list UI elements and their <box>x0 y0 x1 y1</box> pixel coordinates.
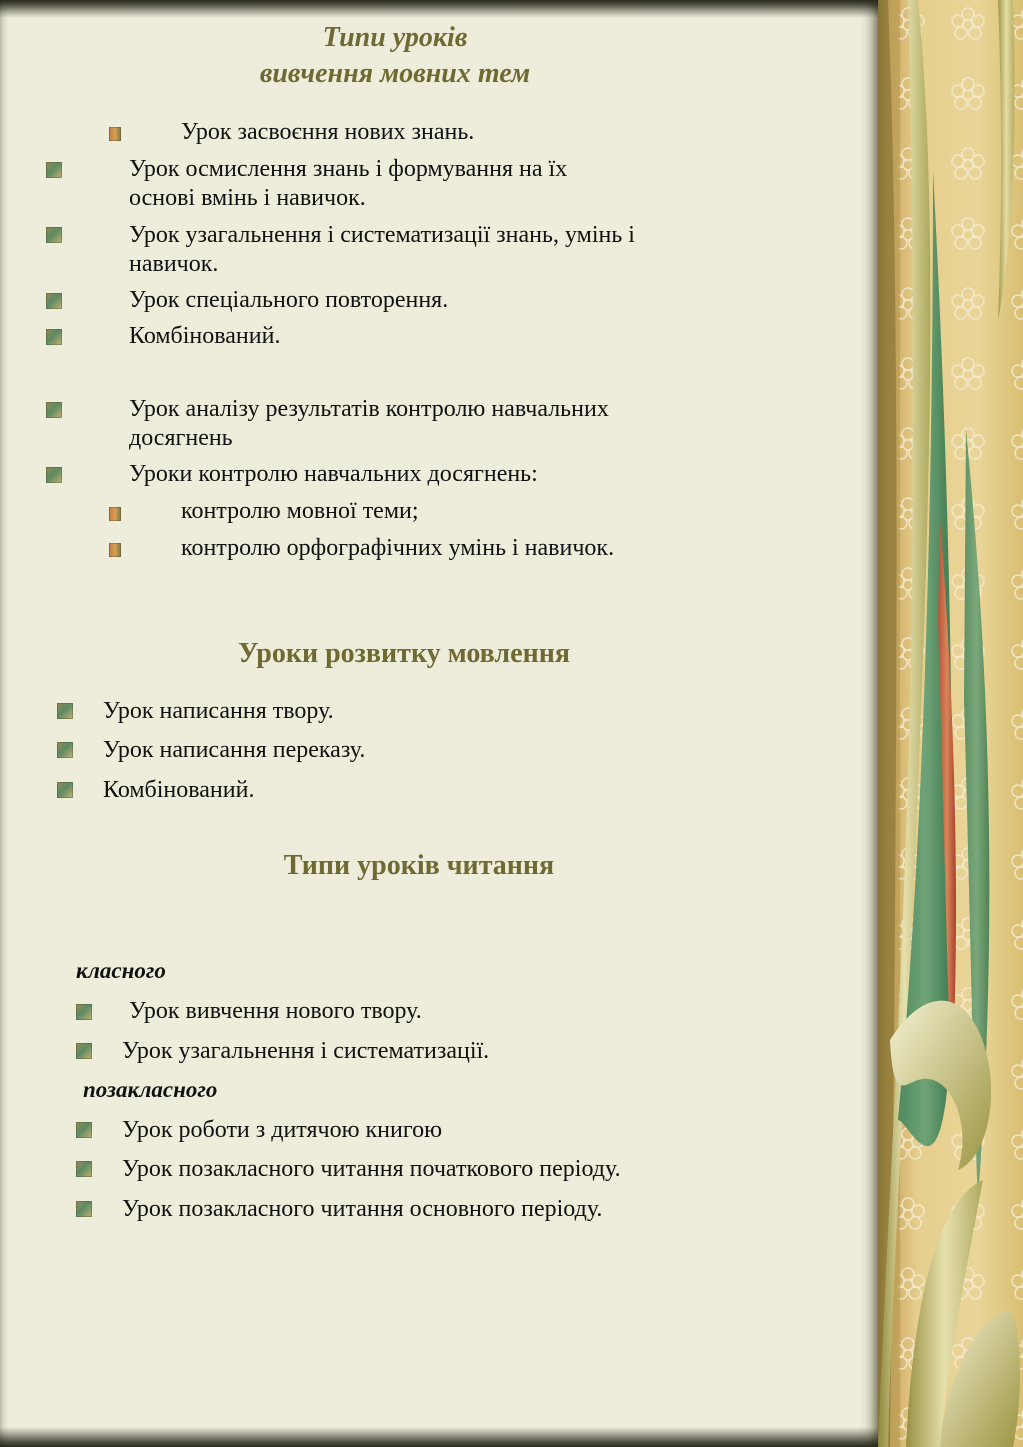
section-heading-reading: Типи уроків читання <box>283 850 555 881</box>
sub-list-item: контролю орфографічних умінь і навичок. <box>181 535 615 561</box>
bullet-icon <box>76 1043 92 1059</box>
sub-list-item: контролю мовної теми; <box>181 498 419 524</box>
list-item: Урок узагальнення і систематизації знань, умінь і <box>129 222 635 248</box>
bullet-icon <box>76 1122 92 1138</box>
bullet-icon <box>76 1161 92 1177</box>
list-item: Комбінований. <box>103 777 255 803</box>
list-item-continuation: основі вмінь і навичок. <box>129 185 366 211</box>
small-bullet-icon <box>109 543 121 557</box>
list-item: Урок вивчення нового твору. <box>129 998 422 1024</box>
bullet-icon <box>57 703 73 719</box>
small-bullet-icon <box>109 127 121 141</box>
section-heading-speech: Уроки розвитку мовлення <box>238 638 570 669</box>
list-item: Урок написання твору. <box>103 698 334 724</box>
decorative-side-panel <box>878 0 1023 1447</box>
list-item: Уроки контролю навчальних досягнень: <box>129 461 538 487</box>
subsection-label-extracurricular: позакласного <box>83 1077 218 1102</box>
bullet-icon <box>46 293 62 309</box>
list-item: Урок позакласного читання основного періоду. <box>122 1196 603 1222</box>
list-item: Урок узагальнення і систематизації. <box>122 1038 490 1064</box>
list-item: Урок позакласного читання початкового періоду. <box>122 1156 621 1182</box>
bullet-icon <box>46 329 62 345</box>
subsection-label-class: класного <box>76 958 166 983</box>
bullet-icon <box>46 402 62 418</box>
bullet-icon <box>46 162 62 178</box>
list-item: Урок осмислення знань і формування на їх <box>129 156 568 182</box>
list-item: Комбінований. <box>129 323 281 349</box>
list-item: Урок написання переказу. <box>103 737 366 763</box>
list-item: Урок засвоєння нових знань. <box>181 119 475 145</box>
list-item: Урок спеціального повторення. <box>129 287 449 313</box>
list-item: Урок роботи з дитячою книгою <box>122 1117 443 1143</box>
list-item-continuation: досягнень <box>129 425 233 451</box>
bullet-icon <box>46 467 62 483</box>
ribbon-decoration-icon <box>878 0 1023 1447</box>
bullet-icon <box>46 227 62 243</box>
list-item: Урок аналізу результатів контролю навчальних <box>129 396 609 422</box>
bullet-icon <box>76 1004 92 1020</box>
small-bullet-icon <box>109 507 121 521</box>
page-title-line-1: Типи уроків <box>322 22 468 53</box>
bullet-icon <box>57 742 73 758</box>
bullet-icon <box>76 1201 92 1217</box>
bullet-icon <box>57 782 73 798</box>
page-title-line-2: вивчення мовних тем <box>259 58 531 89</box>
list-item-continuation: навичок. <box>129 251 219 277</box>
